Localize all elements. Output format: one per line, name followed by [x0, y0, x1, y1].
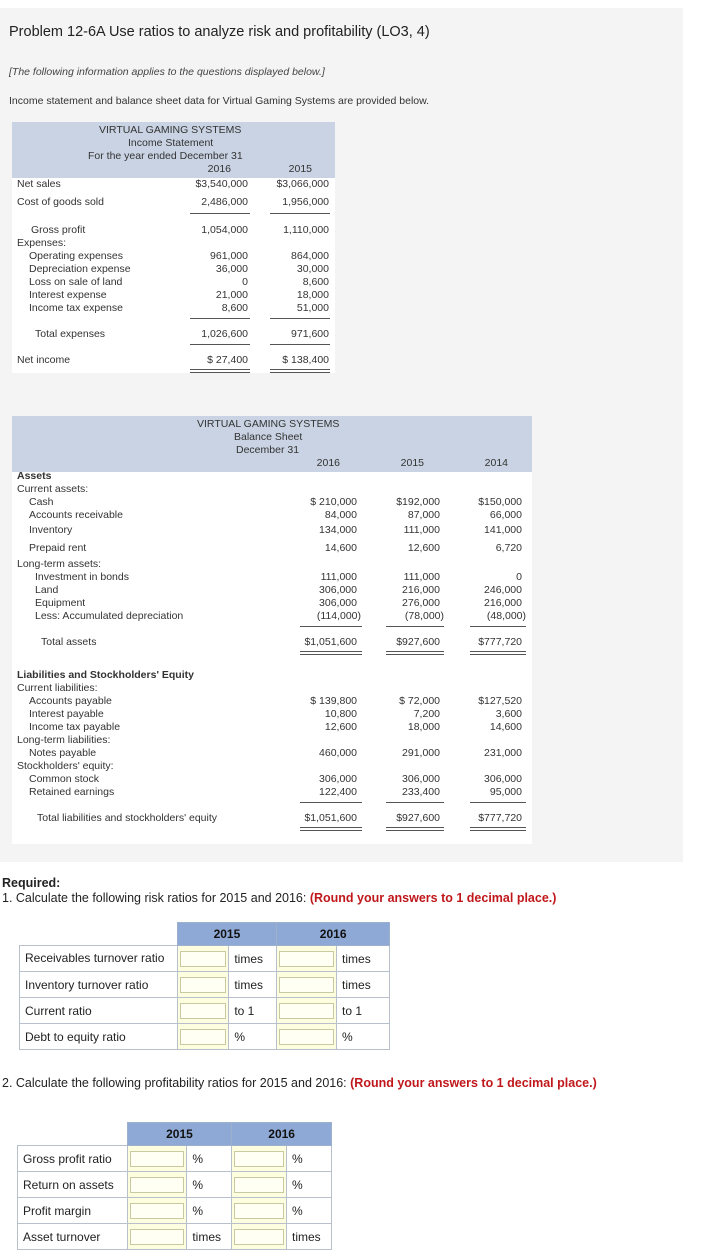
profitability-ratio-table [17, 1122, 332, 1250]
balance-value: 122,400 [319, 786, 357, 798]
unit-label: times [229, 946, 277, 972]
income-row-label: Total expenses [35, 328, 106, 340]
balance-row-label: Notes payable [29, 747, 97, 759]
underline [386, 626, 444, 627]
underline [300, 626, 362, 627]
balance-value: 233,400 [402, 786, 440, 798]
answer-cell[interactable] [232, 1198, 287, 1224]
return-on-assets-2016-input[interactable] [234, 1177, 284, 1193]
double-underline [300, 830, 362, 831]
answer-cell[interactable] [232, 1172, 287, 1198]
answer-cell[interactable] [277, 972, 337, 998]
unit-label: % [287, 1172, 332, 1198]
ratio-label: Debt to equity ratio [20, 1024, 178, 1050]
balance-value: 306,000 [319, 597, 357, 609]
double-underline [270, 369, 330, 370]
balance-value: 12,600 [324, 721, 357, 733]
income-row-label: Net sales [17, 178, 61, 190]
income-value: 2,486,000 [201, 196, 248, 208]
underline [300, 802, 362, 803]
balance-row-label: Accounts receivable [29, 509, 123, 521]
balance-value: $127,520 [478, 695, 522, 707]
problem-title: Problem 12-6A Use ratios to analyze risk and profitability (LO3, 4) [9, 24, 430, 40]
balance-value: 306,000 [484, 773, 522, 785]
balance-row-label: Retained earnings [29, 786, 115, 798]
balance-company: VIRTUAL GAMING SYSTEMS [197, 418, 340, 430]
balance-value: 291,000 [402, 747, 440, 759]
income-value: 21,000 [215, 289, 248, 301]
income-statement-title: Income Statement [128, 137, 214, 149]
ratio-label: Inventory turnover ratio [20, 972, 178, 998]
answer-cell[interactable] [277, 946, 337, 972]
risk-ratio-table [19, 922, 390, 1050]
balance-value: 246,000 [484, 584, 522, 596]
income-value: $ 138,400 [282, 354, 329, 366]
answer-cell[interactable] [177, 972, 229, 998]
balance-value: $1,051,600 [304, 636, 357, 648]
required-heading: Required: [2, 876, 61, 890]
underline [470, 802, 526, 803]
blank-header [20, 923, 178, 946]
current-ratio-2016-input[interactable] [279, 1003, 334, 1019]
info-note: [The following information applies to the questions displayed below.] [9, 66, 325, 78]
income-row-label: Expenses: [17, 237, 67, 249]
balance-value: 0 [516, 571, 522, 583]
balance-value: 95,000 [489, 786, 522, 798]
balance-value: 134,000 [319, 524, 357, 536]
balance-row-label: Common stock [29, 773, 100, 785]
income-value: 51,000 [296, 302, 329, 314]
question-2-rounding: (Round your answers to 1 decimal place.) [350, 1076, 597, 1090]
column-header-2015: 2015 [127, 1123, 232, 1146]
double-underline [470, 827, 526, 828]
answer-cell[interactable] [277, 1024, 337, 1050]
unit-label: to 1 [229, 998, 277, 1024]
section-heading: Current assets: [17, 483, 89, 495]
income-row-label: Cost of goods sold [17, 196, 104, 208]
balance-row-label: Total liabilities and stockholders' equity [37, 812, 218, 824]
income-year-2016: 2016 [207, 163, 231, 175]
balance-row-label: Less: Accumulated depreciation [35, 610, 184, 622]
balance-value: $ 139,800 [310, 695, 357, 707]
profit-margin-2015-input[interactable] [130, 1203, 185, 1219]
income-value: 18,000 [296, 289, 329, 301]
income-row-label: Operating expenses [29, 250, 123, 262]
balance-value: (48,000) [486, 610, 526, 622]
balance-value: 66,000 [489, 509, 522, 521]
gross-profit-ratio-2016-input[interactable] [234, 1151, 284, 1167]
balance-value: $ 72,000 [399, 695, 440, 707]
double-underline [470, 654, 526, 655]
double-underline [300, 827, 362, 828]
balance-value: $1,051,600 [304, 812, 357, 824]
balance-value: (114,000) [316, 610, 361, 622]
income-value: 864,000 [291, 250, 329, 262]
underline [190, 213, 250, 214]
balance-value: 111,000 [403, 524, 440, 536]
unit-label: % [229, 1024, 277, 1050]
balance-row-label: Income tax payable [29, 721, 121, 733]
ratio-label: Return on assets [18, 1172, 128, 1198]
question-1 [2, 891, 556, 905]
balance-row-label: Prepaid rent [29, 542, 87, 554]
balance-row-label: Land [35, 584, 59, 596]
section-heading: Long-term assets: [17, 558, 102, 570]
underline [386, 802, 444, 803]
balance-value: 18,000 [407, 721, 440, 733]
asset-turnover-2016-input[interactable] [234, 1229, 284, 1245]
double-underline [386, 651, 444, 652]
balance-value: 87,000 [407, 509, 440, 521]
underline [270, 344, 330, 345]
balance-row-label: Investment in bonds [35, 571, 129, 583]
balance-row-label: Equipment [35, 597, 86, 609]
double-underline [386, 827, 444, 828]
balance-row-label: Accounts payable [29, 695, 112, 707]
inventory-turnover-2015-input[interactable] [180, 977, 227, 993]
unit-label: times [229, 972, 277, 998]
answer-cell[interactable] [232, 1146, 287, 1172]
receivables-turnover-2015-input[interactable] [180, 951, 227, 967]
balance-year-2016: 2016 [316, 457, 340, 469]
double-underline [270, 372, 330, 373]
answer-cell[interactable] [127, 1198, 187, 1224]
income-value: 961,000 [210, 250, 248, 262]
balance-value: $927,600 [396, 636, 440, 648]
income-value: $ 27,400 [207, 354, 248, 366]
unit-label: % [287, 1146, 332, 1172]
unit-label: to 1 [337, 998, 390, 1024]
income-value: 30,000 [296, 263, 329, 275]
underline [470, 626, 526, 627]
balance-value: $777,720 [478, 636, 522, 648]
income-row-label: Interest expense [29, 289, 107, 301]
debt-to-equity-2016-input[interactable] [279, 1029, 334, 1045]
income-year-2015: 2015 [288, 163, 312, 175]
double-underline [190, 369, 250, 370]
balance-value: $777,720 [478, 812, 522, 824]
income-value: 1,054,000 [201, 224, 248, 236]
column-header-2016: 2016 [277, 923, 390, 946]
column-header-2016: 2016 [232, 1123, 332, 1146]
column-header-2015: 2015 [177, 923, 277, 946]
balance-row-label: Cash [29, 496, 54, 508]
balance-year-2015: 2015 [400, 457, 424, 469]
balance-row-label: Interest payable [29, 708, 104, 720]
double-underline [386, 830, 444, 831]
ratio-label: Gross profit ratio [18, 1146, 128, 1172]
answer-cell[interactable] [232, 1224, 287, 1250]
balance-value: 14,600 [489, 721, 522, 733]
double-underline [300, 654, 362, 655]
double-underline [190, 372, 250, 373]
balance-value: 276,000 [402, 597, 440, 609]
balance-statement-title: Balance Sheet [234, 431, 303, 443]
income-value: 8,600 [302, 276, 329, 288]
income-value: 971,600 [291, 328, 329, 340]
underline [270, 318, 330, 319]
ratio-label: Receivables turnover ratio [20, 946, 178, 972]
ratio-label: Profit margin [18, 1198, 128, 1224]
unit-label: % [187, 1198, 232, 1224]
double-underline [470, 830, 526, 831]
balance-value: 141,000 [484, 524, 522, 536]
answer-cell[interactable] [177, 946, 229, 972]
balance-value: 7,200 [413, 708, 440, 720]
income-value: $3,540,000 [195, 178, 248, 190]
balance-value: $192,000 [396, 496, 440, 508]
balance-value: 3,600 [495, 708, 522, 720]
receivables-turnover-2016-input[interactable] [279, 951, 334, 967]
unit-label: times [287, 1224, 332, 1250]
income-row-label: Depreciation expense [29, 263, 131, 275]
unit-label: % [287, 1198, 332, 1224]
income-period: For the year ended December 31 [88, 150, 243, 162]
section-heading: Stockholders' equity: [17, 760, 114, 772]
debt-to-equity-2015-input[interactable] [180, 1029, 227, 1045]
income-row-label: Gross profit [31, 224, 86, 236]
current-ratio-2015-input[interactable] [180, 1003, 227, 1019]
gross-profit-ratio-2015-input[interactable] [130, 1151, 185, 1167]
answer-cell[interactable] [177, 1024, 229, 1050]
balance-value: 84,000 [324, 509, 357, 521]
section-heading: Long-term liabilities: [17, 734, 111, 746]
income-value: $3,066,000 [276, 178, 329, 190]
underline [270, 213, 330, 214]
double-underline [300, 651, 362, 652]
balance-year-2014: 2014 [484, 457, 508, 469]
unit-label: times [337, 972, 390, 998]
section-heading: Liabilities and Stockholders' Equity [17, 669, 194, 681]
answer-cell[interactable] [127, 1146, 187, 1172]
balance-value: 111,000 [320, 571, 357, 583]
ratio-label: Asset turnover [18, 1224, 128, 1250]
section-heading: Assets [17, 470, 52, 482]
balance-value: 216,000 [402, 584, 440, 596]
question-2 [2, 1076, 602, 1091]
income-row-label: Income tax expense [29, 302, 123, 314]
balance-period: December 31 [236, 444, 300, 456]
balance-value: 306,000 [319, 773, 357, 785]
balance-value: 460,000 [319, 747, 357, 759]
income-value: 8,600 [221, 302, 248, 314]
double-underline [386, 654, 444, 655]
inventory-turnover-2016-input[interactable] [279, 977, 334, 993]
underline [190, 318, 250, 319]
intro-text: Income statement and balance sheet data for Virtual Gaming Systems are provided below. [9, 95, 430, 107]
blank-header [18, 1123, 128, 1146]
answer-cell[interactable] [127, 1224, 187, 1250]
asset-turnover-2015-input[interactable] [130, 1229, 185, 1245]
unit-label: times [337, 946, 390, 972]
unit-label: times [187, 1224, 232, 1250]
unit-label: % [187, 1146, 232, 1172]
answer-cell[interactable] [127, 1172, 187, 1198]
answer-cell[interactable] [177, 998, 229, 1024]
balance-value: 14,600 [324, 542, 357, 554]
balance-value: 306,000 [402, 773, 440, 785]
balance-value: $ 210,000 [310, 496, 357, 508]
income-row-label: Loss on sale of land [29, 276, 123, 288]
balance-value: $150,000 [478, 496, 522, 508]
income-value: 0 [242, 276, 248, 288]
question-2-text: 2. Calculate the following profitability ratios for 2015 and 2016: [2, 1076, 351, 1090]
balance-row-label: Inventory [29, 524, 73, 536]
section-heading: Current liabilities: [17, 682, 98, 694]
underline [190, 344, 250, 345]
answer-cell[interactable] [277, 998, 337, 1024]
income-value: 1,956,000 [282, 196, 329, 208]
balance-row-label: Total assets [41, 636, 97, 648]
balance-value: 6,720 [495, 542, 522, 554]
balance-value: 231,000 [484, 747, 522, 759]
unit-label: % [187, 1172, 232, 1198]
balance-value: (78,000) [404, 610, 444, 622]
return-on-assets-2015-input[interactable] [130, 1177, 185, 1193]
profit-margin-2016-input[interactable] [234, 1203, 284, 1219]
balance-value: 10,800 [324, 708, 357, 720]
income-value: 1,110,000 [283, 224, 329, 236]
balance-value: 306,000 [319, 584, 357, 596]
unit-label: % [337, 1024, 390, 1050]
balance-value: 12,600 [407, 542, 440, 554]
double-underline [470, 651, 526, 652]
income-row-label: Net income [17, 354, 71, 366]
question-1-rounding: (Round your answers to 1 decimal place.) [309, 891, 557, 905]
income-company: VIRTUAL GAMING SYSTEMS [99, 124, 242, 136]
ratio-label: Current ratio [20, 998, 178, 1024]
balance-value: $927,600 [396, 812, 440, 824]
balance-value: 111,000 [403, 571, 440, 583]
income-value: 36,000 [215, 263, 248, 275]
question-1-text: 1. Calculate the following risk ratios for 2015 and 2016: [2, 891, 310, 905]
income-value: 1,026,600 [201, 328, 248, 340]
balance-value: 216,000 [484, 597, 522, 609]
